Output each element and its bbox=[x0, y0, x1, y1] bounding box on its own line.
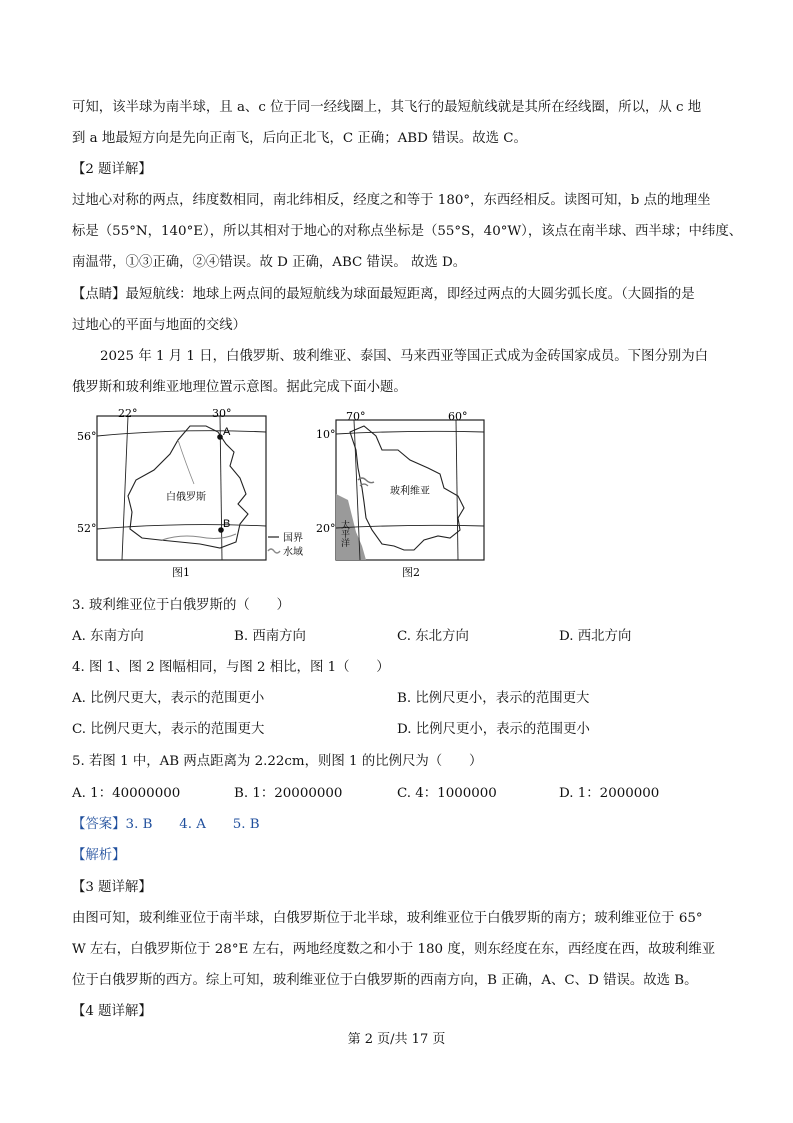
text-line: 过地心的平面与地面的交线） bbox=[72, 318, 247, 333]
text-line: 位于白俄罗斯的西方。综上可知，玻利维亚位于白俄罗斯的西南方向，B 正确，A、C、D 错误。故选 B。 bbox=[72, 973, 698, 988]
text-line: 可知，该半球为南半球，且 a、c 位于同一经线圈上，其飞行的最短航线就是其所在经线圈，所以，从 c 地 bbox=[72, 100, 702, 115]
question-4-stem: 4. 图 1、图 2 图幅相同，与图 2 相比，图 1（ ） bbox=[72, 660, 390, 675]
text-line: 过地心对称的两点，纬度数相同，南北纬相反，经度之和等于 180°，东西经相反。读图可知，b 点的地理坐 bbox=[72, 193, 711, 208]
answer-line: 【答案】3. B 4. A 5. B bbox=[72, 817, 260, 832]
lon-label-30: 30° bbox=[212, 407, 232, 420]
q3-option-a[interactable]: A. 东南方向 bbox=[72, 629, 144, 644]
lat-label-10: 10° bbox=[316, 428, 336, 441]
lat-label-56: 56° bbox=[77, 430, 97, 443]
q4-option-d[interactable]: D. 比例尺更小，表示的范围更小 bbox=[397, 722, 590, 737]
q5-option-a[interactable]: A. 1：40000000 bbox=[72, 786, 181, 801]
legend-water: 水域 bbox=[283, 547, 303, 558]
text-line: 标是（55°N，140°E），所以其相对于地心的对称点坐标是（55°S，40°W），该点在南半球、西半球；中纬度、 bbox=[72, 224, 743, 239]
ocean-label: 太平洋 bbox=[339, 520, 349, 547]
lon-label-22: 22° bbox=[118, 407, 138, 420]
legend-border: 国界 bbox=[283, 533, 303, 544]
q3-option-d[interactable]: D. 西北方向 bbox=[559, 629, 632, 644]
section-heading: 【4 题详解】 bbox=[72, 1004, 152, 1019]
figure-1-caption: 图1 bbox=[172, 566, 190, 579]
tip-line: 【点睛】最短航线：地球上两点间的最短航线为球面最短距离，即经过两点的大圆劣弧长度。（大圆指的是 bbox=[72, 287, 695, 302]
text-line: 南温带，①③正确，②④错误。故 D 正确，ABC 错误。 故选 D。 bbox=[72, 255, 467, 270]
point-a-label: A bbox=[223, 426, 231, 438]
q4-option-c[interactable]: C. 比例尺更大，表示的范围更大 bbox=[72, 722, 265, 737]
lon-label-70: 70° bbox=[346, 410, 366, 423]
q5-option-c[interactable]: C. 4：1000000 bbox=[397, 786, 497, 801]
question-5-stem: 5. 若图 1 中，AB 两点距离为 2.22cm，则图 1 的比例尺为（ ） bbox=[72, 754, 483, 769]
page-number: 第 2 页/共 17 页 bbox=[347, 1032, 446, 1047]
text-line: 2025 年 1 月 1 日，白俄罗斯、玻利维亚、泰国、马来西亚等国正式成为金砖国家成员。下图分别为白 bbox=[100, 349, 709, 364]
figure-2-bolivia-map bbox=[312, 404, 492, 582]
q5-option-d[interactable]: D. 1：2000000 bbox=[559, 786, 660, 801]
point-b-label: B bbox=[223, 518, 231, 530]
country-label-bolivia: 玻利维亚 bbox=[390, 486, 430, 497]
q4-option-b[interactable]: B. 比例尺更小，表示的范围更大 bbox=[397, 691, 590, 706]
text-line: W 左右，白俄罗斯位于 28°E 左右，两地经度数之和小于 180 度，则东经度在东，西经度在西，故玻利维亚 bbox=[72, 942, 716, 957]
text-line: 俄罗斯和玻利维亚地理位置示意图。据此完成下面小题。 bbox=[72, 380, 407, 395]
country-label-belarus: 白俄罗斯 bbox=[166, 492, 206, 503]
figure-2-caption: 图2 bbox=[402, 566, 420, 579]
q3-option-b[interactable]: B. 西南方向 bbox=[234, 629, 306, 644]
section-heading: 【3 题详解】 bbox=[72, 880, 152, 895]
question-3-stem: 3. 玻利维亚位于白俄罗斯的（ ） bbox=[72, 598, 290, 613]
q4-option-a[interactable]: A. 比例尺更大，表示的范围更小 bbox=[72, 691, 265, 706]
text-line: 由图可知，玻利维亚位于南半球，白俄罗斯位于北半球，玻利维亚位于白俄罗斯的南方；玻利维亚位于 65° bbox=[72, 911, 703, 926]
text-line: 到 a 地最短方向是先向正南飞，后向正北飞，C 正确；ABD 错误。故选 C。 bbox=[72, 131, 527, 146]
lat-label-52: 52° bbox=[77, 522, 97, 535]
lat-label-20: 20° bbox=[316, 522, 336, 535]
q5-option-b[interactable]: B. 1：20000000 bbox=[234, 786, 343, 801]
q3-option-c[interactable]: C. 东北方向 bbox=[397, 629, 469, 644]
figure-1-belarus-map bbox=[70, 404, 320, 582]
analysis-heading: 【解析】 bbox=[72, 848, 126, 863]
lon-label-60: 60° bbox=[448, 410, 468, 423]
section-heading: 【2 题详解】 bbox=[72, 162, 152, 177]
